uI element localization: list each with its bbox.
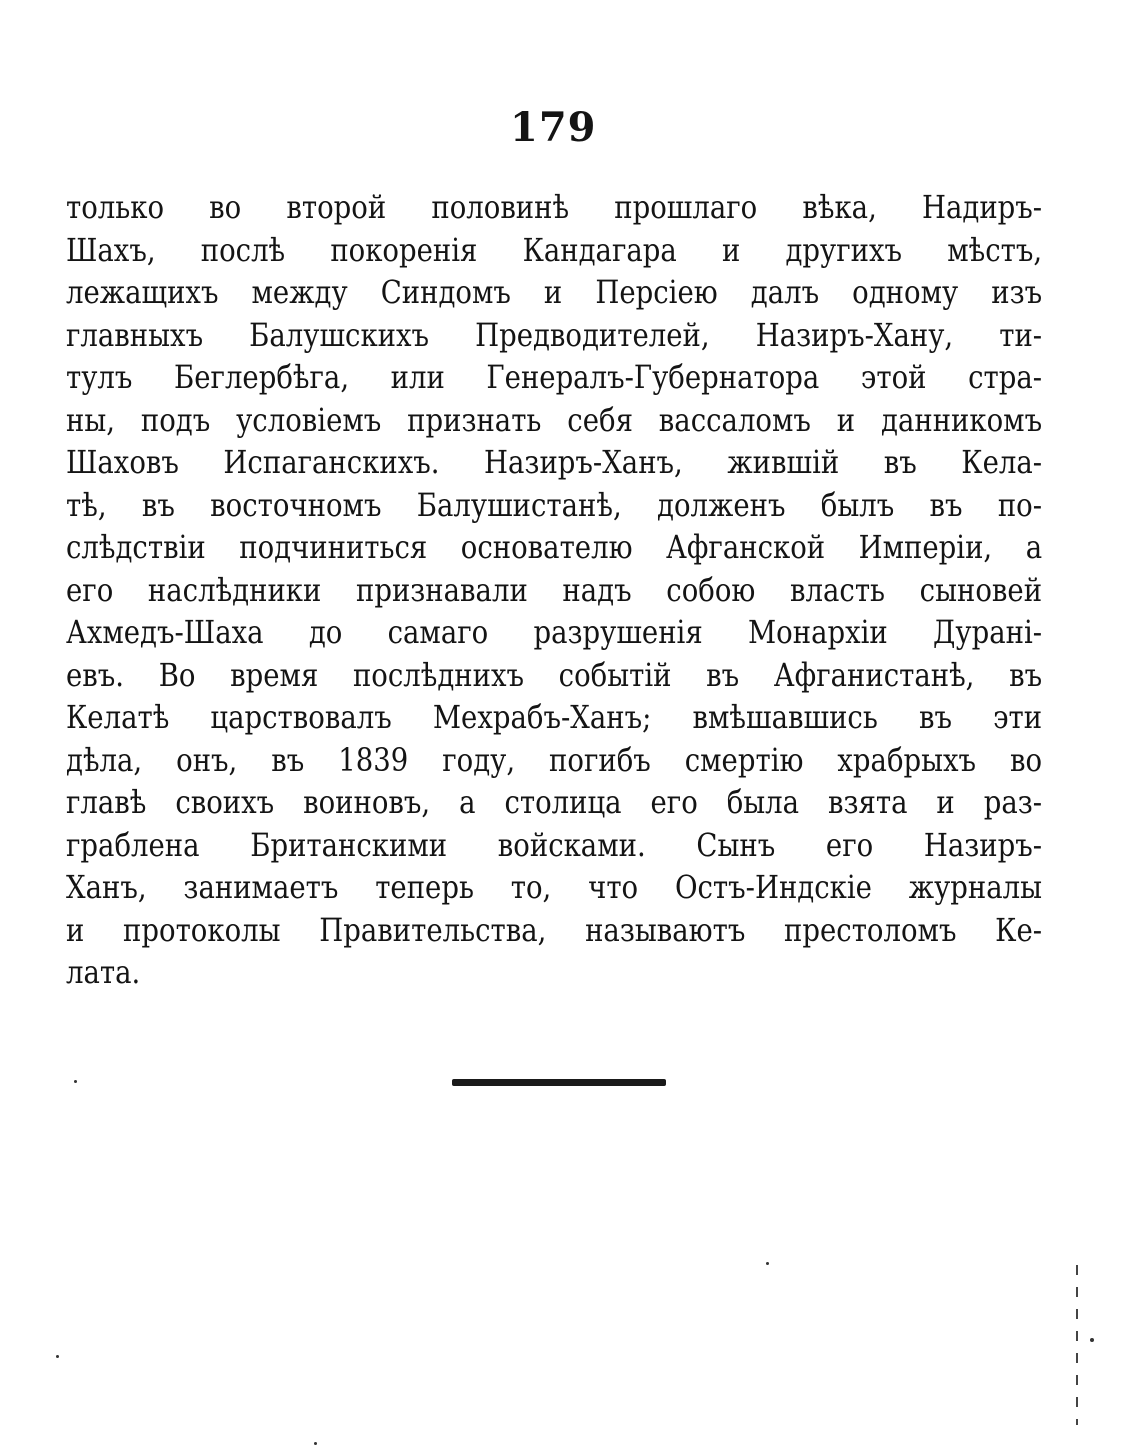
word: ти- [999, 315, 1043, 354]
word: Шахъ, [66, 230, 156, 269]
word: а [459, 783, 476, 821]
scan-speck [1090, 1338, 1094, 1342]
word: признавали [355, 570, 528, 609]
text-line [66, 399, 1042, 442]
word: Келатѣ [66, 698, 170, 736]
word: слѣдствіи [66, 528, 206, 566]
word: лежащихъ [66, 273, 219, 311]
word: Сынъ [696, 825, 776, 864]
scan-speck [314, 1442, 317, 1445]
word: и [721, 230, 741, 269]
word: мѣстъ, [947, 230, 1043, 269]
word: въ [883, 443, 917, 481]
word: а [1025, 528, 1043, 566]
word: только [66, 188, 165, 226]
word: или [390, 358, 445, 396]
word: Испаганскихъ. [223, 443, 440, 481]
word: Генералъ-Губернатора [486, 358, 820, 396]
word: Ханъ, [66, 868, 147, 906]
word: году, [442, 740, 516, 779]
word: былъ [820, 485, 895, 524]
word: войсками. [497, 825, 646, 864]
word: подъ [140, 400, 211, 439]
word: эти [993, 698, 1043, 736]
body-text [66, 186, 1042, 994]
word: второй [286, 188, 387, 226]
word: стра- [968, 358, 1043, 396]
word: взята [828, 783, 908, 821]
word: своихъ [175, 783, 275, 821]
word: основателю [460, 528, 633, 566]
word: этой [860, 358, 927, 396]
word: въ [918, 698, 952, 736]
word: Ахмедъ-Шаха [66, 613, 264, 651]
word: занимаетъ [183, 868, 339, 906]
text-line [66, 186, 1042, 229]
word: его [650, 783, 698, 821]
scan-edge-mark [1076, 1265, 1078, 1425]
word: называютъ [585, 910, 746, 949]
word: признать [407, 400, 542, 439]
word: Остъ-Индскіе [674, 868, 872, 906]
word: была [726, 783, 800, 821]
text-line [66, 696, 1042, 739]
text-line [66, 356, 1042, 399]
word: въ [1009, 655, 1043, 694]
text-line [66, 909, 1042, 952]
word: и [836, 400, 856, 439]
word: половинѣ [431, 188, 570, 226]
word: Шаховъ [66, 443, 179, 481]
word: Правительства, [319, 910, 547, 949]
text-line [66, 824, 1042, 867]
word: 1839 [338, 740, 409, 779]
word: прошлаго [614, 188, 758, 226]
word: Афганистанѣ, [773, 655, 975, 694]
word: погибъ [549, 740, 651, 779]
word: Монархіи [747, 613, 888, 651]
word: и [936, 783, 955, 821]
word: воиновъ, [303, 783, 431, 821]
word: Британскими [250, 825, 448, 864]
text-line [66, 314, 1042, 357]
text-line [66, 951, 1042, 994]
word: самаго [387, 613, 489, 651]
word: вмѣшавшись [692, 698, 878, 736]
text-line [66, 654, 1042, 697]
word: Афганской [666, 528, 826, 566]
word: покоренія [330, 230, 478, 269]
word: тѣ, [66, 485, 107, 524]
word: протоколы [123, 910, 281, 949]
text-line [66, 611, 1042, 654]
scan-speck [74, 1080, 77, 1083]
word: раз- [983, 783, 1043, 821]
word: подчиниться [239, 528, 428, 566]
word: то, [510, 868, 552, 906]
word: власть [790, 570, 886, 609]
word: во [209, 188, 242, 226]
word: во [1010, 740, 1043, 779]
word: Балушистанѣ, [416, 485, 622, 524]
word: теперь [375, 868, 474, 906]
word: восточномъ [210, 485, 382, 524]
word: время [230, 655, 319, 694]
text-line [66, 229, 1042, 272]
word: его [825, 825, 874, 864]
word: вѣка, [802, 188, 877, 226]
word: въ [706, 655, 740, 694]
word: и [543, 273, 563, 311]
word: царствовалъ [210, 698, 392, 736]
word: Балушскихъ [249, 315, 430, 354]
word: Назиръ-Хану, [755, 315, 954, 354]
text-line [66, 866, 1042, 909]
text-line [66, 441, 1042, 484]
word: Имперіи, [858, 528, 993, 566]
word: до [308, 613, 343, 651]
word: другихъ [785, 230, 903, 269]
text-line [66, 484, 1042, 527]
word: столица [504, 783, 622, 821]
word: наслѣдники [147, 570, 322, 609]
word: и [66, 910, 85, 949]
word: далъ [750, 273, 820, 311]
section-divider-rule [452, 1079, 666, 1086]
page-number: 179 [510, 104, 597, 151]
text-line [66, 739, 1042, 782]
word: въ [929, 485, 963, 524]
word: что [588, 868, 639, 906]
word: Кела- [961, 443, 1043, 481]
text-line [66, 271, 1042, 314]
word: послѣ [200, 230, 286, 269]
word: Беглербѣга, [174, 358, 350, 396]
word: надъ [562, 570, 632, 609]
word: жившій [727, 443, 840, 481]
word: Персіею [595, 273, 718, 311]
word: лата. [66, 953, 141, 991]
word: Дурані- [933, 613, 1043, 651]
word: Предводителей, [475, 315, 710, 354]
word: храбрыхъ [837, 740, 977, 779]
word: въ [141, 485, 175, 524]
word: сыновей [919, 570, 1043, 609]
word: условіемъ [236, 400, 382, 439]
word: Ке- [995, 910, 1043, 949]
word: изъ [991, 273, 1043, 311]
word: смертію [684, 740, 804, 779]
word: въ [271, 740, 305, 779]
word: онъ, [176, 740, 238, 779]
word: главѣ [66, 783, 147, 821]
word: долженъ [657, 485, 786, 524]
word: тулъ [66, 358, 133, 396]
word: Назиръ- [923, 825, 1043, 864]
scan-speck [766, 1262, 769, 1265]
text-line [66, 569, 1042, 612]
word: Синдомъ [380, 273, 511, 311]
word: послѣднихъ [352, 655, 525, 694]
word: Кандагара [522, 230, 677, 269]
word: по- [997, 485, 1043, 524]
scan-speck [56, 1355, 59, 1358]
word: ны, [66, 400, 115, 439]
word: Надиръ- [921, 188, 1043, 226]
word: главныхъ [66, 315, 204, 354]
text-line [66, 526, 1042, 569]
word: Мехрабъ-Ханъ; [432, 698, 652, 736]
word: вассаломъ [658, 400, 811, 439]
word: себя [567, 400, 633, 439]
word: событій [558, 655, 672, 694]
word: данникомъ [881, 400, 1043, 439]
word: журналы [908, 868, 1043, 906]
word: его [66, 570, 114, 609]
word: собою [666, 570, 756, 609]
word: разрушенія [533, 613, 703, 651]
word: Назиръ-Ханъ, [484, 443, 683, 481]
word: между [251, 273, 348, 311]
word: одному [852, 273, 959, 311]
text-line [66, 781, 1042, 824]
word: евъ. [66, 655, 125, 694]
word: граблена [66, 825, 200, 864]
word: Во [158, 655, 196, 694]
word: дѣла, [66, 740, 143, 779]
word: престоломъ [784, 910, 957, 949]
